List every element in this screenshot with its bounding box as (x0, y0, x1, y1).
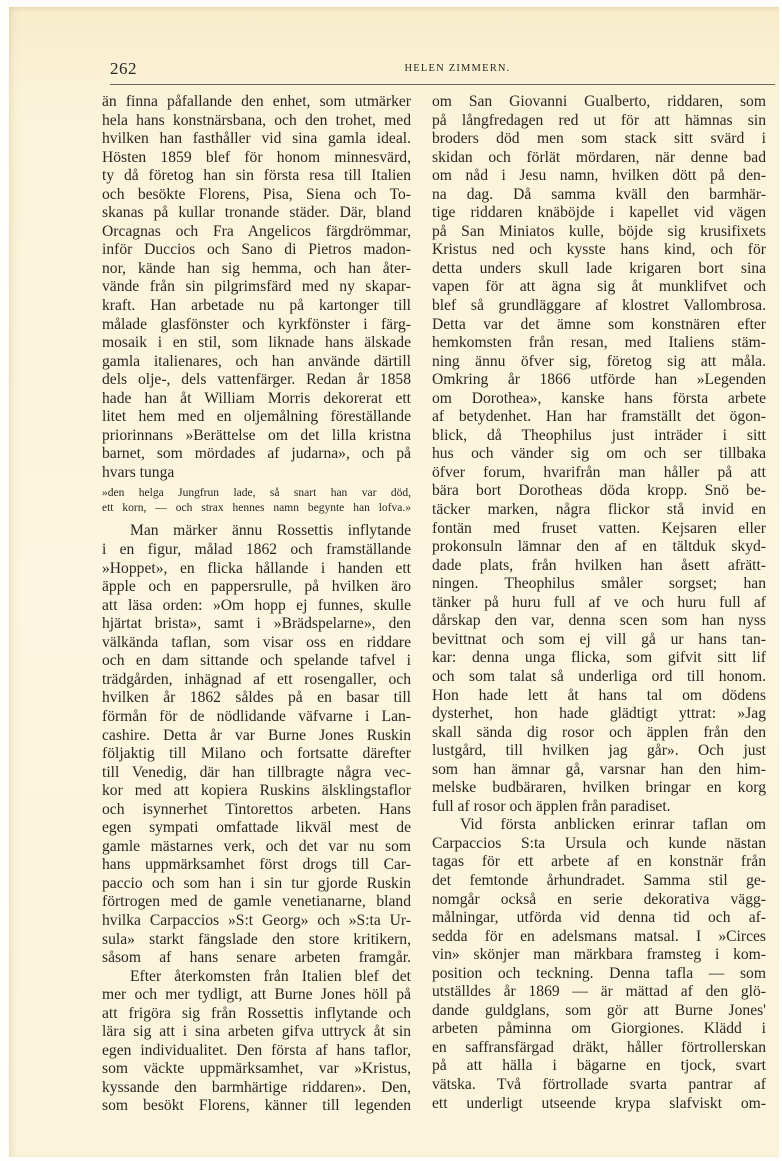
text-line: tige riddaren knäböjde i kapellet vid vägen (432, 204, 766, 222)
text-line: ty då företog han sin första resa till Italien (102, 167, 411, 185)
text-line: och isynnerhet Tintorettos arbeten. Hans (102, 800, 411, 818)
text-line: nor, kände han sig hemma, och han åter- (102, 259, 411, 277)
text-line: dade plats, från hvilken han åsett afrätt- (432, 556, 766, 574)
text-line: förtrogen med de gamle venetianarne, bland (102, 893, 411, 911)
text-line: detta unders skull lade krigaren bort sina (432, 259, 766, 277)
text-line: Orcagnas och Fra Angelicos färgdrömmar, (102, 222, 411, 240)
text-line: melske budbäraren, hvilken bringar en korg (432, 779, 766, 797)
text-line: af betydenhet. Han har framställt det ögon- (432, 408, 766, 426)
text-line: och som talat så underliga ord till honom. (432, 667, 766, 685)
text-line: hade han åt William Morris dekorerat ett (102, 389, 411, 407)
text-line: Kristus ned och kysste hans kind, och för (432, 241, 766, 259)
text-line: egen sympati omfattade likväl mest de (102, 819, 411, 837)
header-rule (110, 84, 775, 85)
text-line: kraft. Han arbetade nu på kartonger till (102, 297, 411, 315)
text-line: Man märker ännu Rossettis inflytande (130, 522, 411, 540)
text-line: blick, då Theophilus just inträder i sitt (432, 426, 766, 444)
text-line: som han ämnar gå, varsnar han den him- (432, 760, 766, 778)
text-line: vände från sin pilgrimsfärd med ny skapar- (102, 278, 411, 296)
text-line: dande guldglans, som gör att Burne Jones' (432, 1001, 766, 1019)
text-line: litet hem med en oljemålning föreställande (102, 408, 411, 426)
text-line: dels olje-, dels vattenfärger. Redan år 1858 (102, 371, 411, 389)
text-line: mer och mer tydligt, att Burne Jones höll på (102, 986, 411, 1004)
text-line: »Hoppet», en flicka hållande i handen ett (102, 559, 411, 577)
text-line: egen individualitet. Den första af hans taflor, (102, 1041, 411, 1059)
text-line: lustgård, till hvilken jag går». Och just (432, 742, 766, 760)
text-line: målningar, utförda vid denna tid och af- (432, 909, 766, 927)
text-line: broders död men som stack sitt svärd i (432, 130, 766, 148)
text-line: hvilken år 1862 såldes på en basar till (102, 689, 411, 707)
right-column (432, 93, 766, 1113)
text-line: barnet, som mördades af judarna», och på (102, 445, 411, 463)
text-line: än finna påfallande den enhet, som utmärker (102, 93, 411, 110)
text-line: na dag. Då samma kväll den barmhär- (432, 185, 766, 203)
text-line: ning ännu öfver sig, företog sig att måla. (432, 352, 766, 370)
text-line: hvilka Carpaccios »S:t Georg» och »S:ta Ur- (102, 911, 411, 929)
text-line: hus och vänder sig om och ser tillbaka (432, 445, 766, 463)
text-line: hvars tunga (102, 463, 175, 481)
text-line: om nåd i Jesu namn, hvilken dött på den- (432, 167, 766, 185)
text-line: på San Miniatos kulle, böjde sig krusifixets (432, 222, 766, 240)
text-line: bära bort Dorotheas döda kropp. Snö be- (432, 482, 766, 500)
text-line: det femtonde århundradet. Samma stil ge- (432, 871, 766, 889)
text-line: kyssande den barmhärtige riddaren». Den, (102, 1078, 411, 1096)
text-line: och besökte Florens, Pisa, Siena och To- (102, 185, 411, 203)
text-line: priorinnans »Berättelse om det lilla kristna (102, 426, 411, 444)
text-line: trädgården, inhägnad af ett rosengaller, och (102, 670, 411, 688)
text-line: tagas för ett arbete af en konstnär från (432, 853, 766, 871)
text-line: som väckte uppmärksamhet, var »Kristus, (102, 1060, 411, 1078)
text-line: såsom af hans senare arbeten framgår. (102, 949, 411, 967)
text-line: och en dam sittande och spelande tafvel i (102, 652, 411, 670)
text-line: målade glasfönster och kyrkfönster i färg- (102, 315, 411, 333)
text-line: ningen. Theophilus småler sorgset; han (432, 575, 766, 593)
text-line: förmån för de nödlidande väfvarne i Lan- (102, 707, 411, 725)
text-line: hela hans konstnärsbana, och den trohet, med (102, 111, 411, 129)
page-header (110, 59, 775, 83)
text-line: arbeten påminna om Giorgiones. Klädd i (432, 1020, 766, 1038)
text-line: Hösten 1859 blef för honom minnesvärd, (102, 148, 411, 166)
text-line: följaktig till Milano och fortsatte därefter (102, 745, 411, 763)
text-line: gamla italienares, och han använde därtill (102, 352, 411, 370)
text-line: Hon hade lett åt hans tal om dödens (432, 686, 766, 704)
text-line: dysterhet, hon hade glädtigt yttrat: »Jag (432, 705, 766, 723)
text-line: ett underligt utseende krypa slafviskt om- (432, 1094, 766, 1112)
text-line: Efter återkomsten från Italien blef det (130, 967, 411, 985)
text-line: som besökt Florens, känner till legenden (102, 1097, 411, 1115)
page-number: 262 (110, 59, 137, 78)
text-line: till Venedig, där han tillbragte några vec- (102, 763, 411, 781)
text-line: utställdes år 1869 — är mättad af den glö- (432, 983, 766, 1001)
text-line: blef så grundläggare af klostret Vallombrosa. (432, 297, 766, 315)
text-line: Carpaccios S:ta Ursula och kunde nästan (432, 834, 766, 852)
text-line: Vid första anblicken erinrar taflan om (460, 816, 766, 834)
text-line: prokonsuln lämnar den af en tältduk skyd- (432, 538, 766, 556)
text-line: inför Duccios och Sano di Pietros madon- (102, 241, 411, 259)
verse-quote-line: ett korn, — och strax hennes namn begynte han lofva.» (102, 502, 411, 515)
text-line: kar: denna unga flicka, som gifvit sitt lif (432, 649, 766, 667)
text-line: tänker på huru full af ve och huru full af (432, 593, 766, 611)
text-line: lära sig att i sina arbeten gifva uttryck åt sin (102, 1023, 411, 1041)
text-line: skanas på kullar tronande städer. Där, bland (102, 204, 411, 222)
text-line: gamle mästarnes verk, och det var nu som (102, 837, 411, 855)
text-line: äpple och en pappersrulle, på hvilken äro (102, 578, 411, 596)
text-line: sula» starkt fängslade den store kritikern, (102, 930, 411, 948)
text-line: på att hälla i bägarne en tjock, svart (432, 1057, 766, 1075)
text-line: paccio och som han i sin tur gjorde Ruskin (102, 874, 411, 892)
text-line: fontän med fruset vatten. Kejsaren eller (432, 519, 766, 537)
text-line: hans uppmärksamhet först drogs till Car- (102, 856, 411, 874)
text-line: på långfredagen red ut för att hämnas sin (432, 111, 766, 129)
text-line: full af rosor och äpplen från paradiset. (432, 797, 671, 815)
text-line: att frigöra sig från Rossettis inflytande och (102, 1004, 411, 1022)
text-line: att läsa orden: »Om hopp ej funnes, skulle (102, 596, 411, 614)
text-line: cashire. Detta år var Burne Jones Ruskin (102, 726, 411, 744)
text-line: vätska. Två förtrollade svarta pantrar af (432, 1075, 766, 1093)
text-line: en saffransfärgad dräkt, håller förtrollerskan (432, 1038, 766, 1056)
text-line: nomgår också en serie dekorativa vägg- (432, 890, 766, 908)
text-line: om Dorothea», kanske hans första arbete (432, 389, 766, 407)
text-line: vapen för att ägna sig åt munklifvet och (432, 278, 766, 296)
text-line: bevittnat och som ej vill gå ur hans tan- (432, 630, 766, 648)
text-line: position och teckning. Denna tafla — som (432, 964, 766, 982)
text-line: täcker marken, några flickor stå invid en (432, 501, 766, 519)
text-line: mosaik i en stil, som liknade hans älskade (102, 334, 411, 352)
text-line: öfver forum, hvarifrån man håller på att (432, 463, 766, 481)
verse-quote-line: »den helga Jungfrun lade, så snart han var död, (102, 487, 411, 500)
text-line: kor med att kopiera Ruskins älsklingstaflor (102, 782, 411, 800)
text-line: Omkring år 1866 utförde han »Legenden (432, 371, 766, 389)
text-line: Detta var det ämne som konstnären efter (432, 315, 766, 333)
text-line: dårskap den var, denna scen som han nyss (432, 612, 766, 630)
left-column (102, 93, 411, 1116)
text-line: i en figur, målad 1862 och framställande (102, 541, 411, 559)
text-line: hemkomsten från resan, med Italiens stäm- (432, 334, 766, 352)
text-line: om San Giovanni Gualberto, riddaren, som (432, 93, 766, 110)
text-line: hvilken han fasthåller vid sina gamla ideal. (102, 130, 411, 148)
text-line: vin» skönjer man märkbara framsteg i kom- (432, 946, 766, 964)
running-head: HELEN ZIMMERN. (404, 63, 511, 74)
text-line: skall sända dig rosor och äpplen från den (432, 723, 766, 741)
text-line: sedda för en adelsmans matsal. I »Circes (432, 927, 766, 945)
text-line: välkända taflan, som visar oss en riddare (102, 633, 411, 651)
text-line: hjärtat brista», samt i »Brädspelarne», den (102, 615, 411, 633)
text-line: skidan och förlät mördaren, när denne bad (432, 148, 766, 166)
